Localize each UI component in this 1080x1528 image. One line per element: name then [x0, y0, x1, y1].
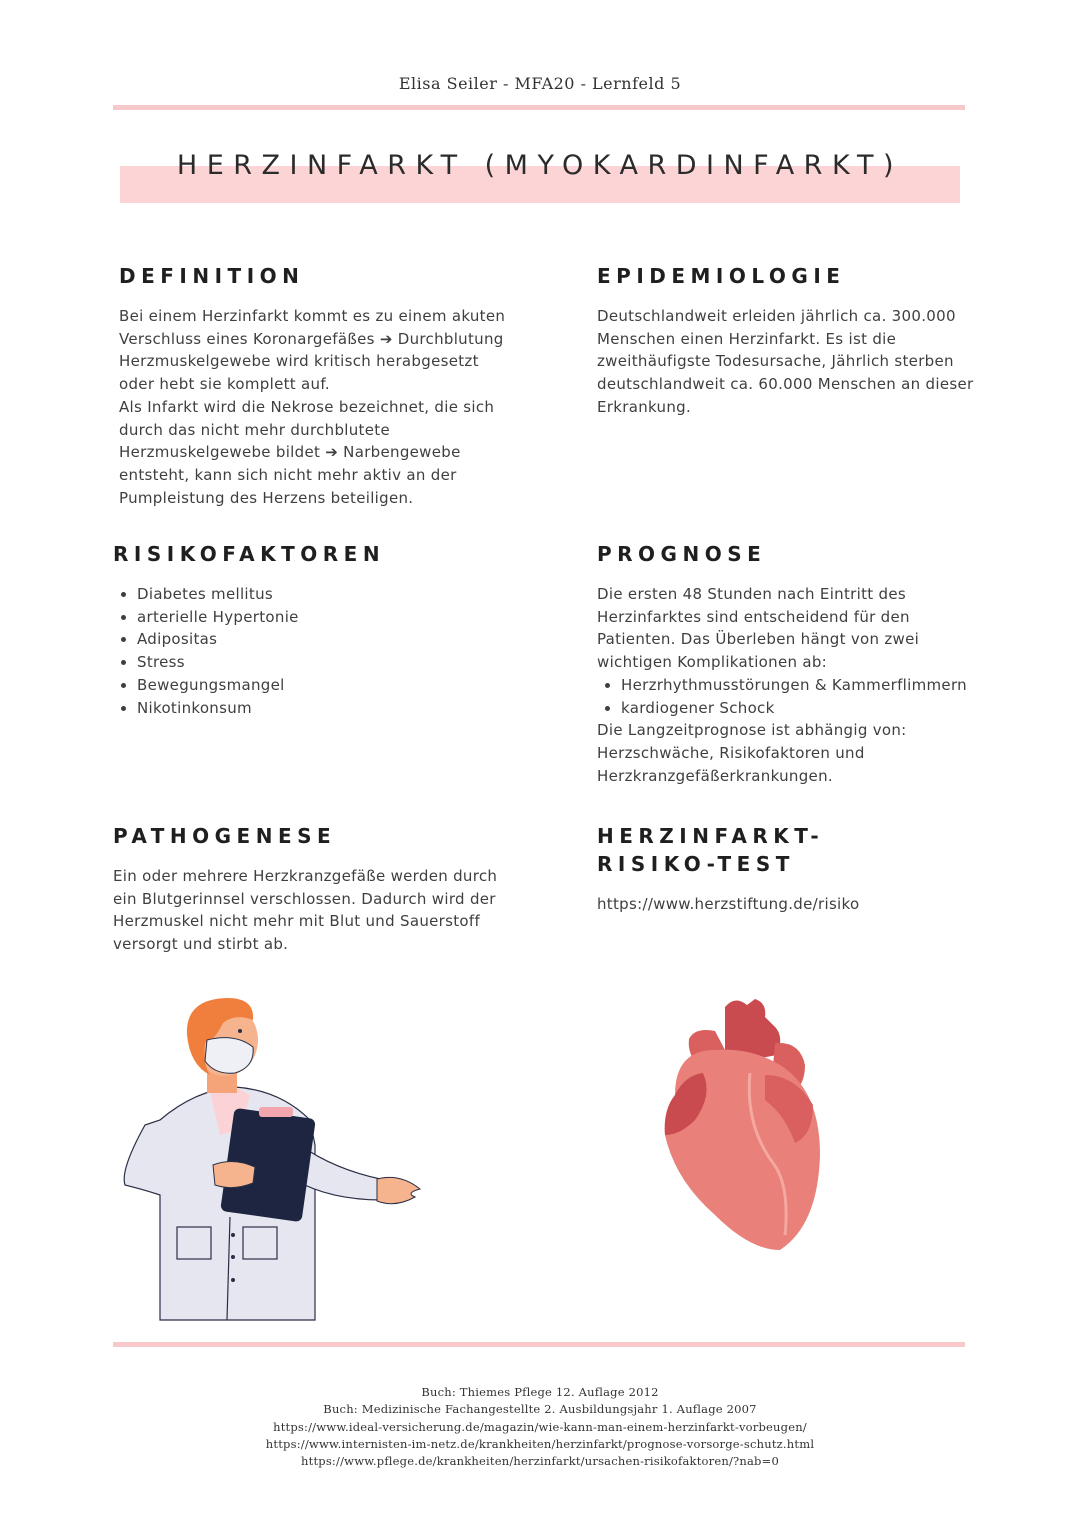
prognose-line: Herzinfarktes sind entscheidend für den: [597, 607, 910, 626]
source-link[interactable]: https://www.pflege.de/krankheiten/herzinfarkt/ursachen-risikofaktoren/?nab=0: [301, 1454, 779, 1469]
list-item: • arterielle Hypertonie: [137, 606, 553, 629]
prognose-line: Patienten. Das Überleben hängt von zwei: [597, 630, 920, 649]
pathogenese-line: versorgt und stirbt ab.: [113, 935, 289, 954]
source-line: Buch: Medizinische Fachangestellte 2. Ausbildungsjahr 1. Auflage 2007: [323, 1402, 757, 1417]
epidemiologie-line: Erkrankung.: [597, 397, 692, 416]
epidemiologie-line: deutschlandweit ca. 60.000 Menschen an dieser: [597, 375, 974, 394]
prognose-section: [597, 540, 1017, 787]
pathogenese-line: ein Blutgerinnsel verschlossen. Dadurch wird der: [113, 889, 496, 908]
prognose-line: Die Langzeitprognose ist abhängig von:: [597, 721, 907, 740]
definition-line: Pumpleistung des Herzens beteiligen.: [119, 488, 414, 507]
definition-line: Herzmuskelgewebe wird kritisch herabgesetzt: [119, 352, 479, 371]
prognose-line: Herzschwäche, Risikofaktoren und: [597, 743, 865, 762]
prognose-line: wichtigen Komplikationen ab:: [597, 653, 828, 672]
source-line: Buch: Thiemes Pflege 12. Auflage 2012: [421, 1385, 659, 1399]
risikotest-link[interactable]: https://www.herzstiftung.de/risiko: [597, 895, 860, 913]
doctor-illustration: [115, 995, 430, 1325]
prognose-line: Die ersten 48 Stunden nach Eintritt des: [597, 585, 906, 603]
definition-line: entsteht, kann sich nicht mehr aktiv an der: [119, 465, 457, 484]
definition-text: [119, 305, 559, 509]
prognose-heading: PROGNOSE: [597, 542, 767, 566]
pathogenese-line: Herzmuskel nicht mehr mit Blut und Sauerstoff: [113, 912, 481, 931]
list-item: • Stress: [137, 651, 553, 674]
list-item: • Herzrhythmusstörungen & Kammerflimmern: [621, 674, 1017, 697]
risikotest-heading-line: HERZINFARKT-: [597, 824, 825, 848]
page-header: Elisa Seiler - MFA20 - Lernfeld 5: [398, 74, 682, 93]
list-item: • Adipositas: [137, 628, 553, 651]
risikofaktoren-list: [113, 583, 553, 719]
epidemiologie-text: [597, 305, 1017, 419]
definition-line: Bei einem Herzinfarkt kommt es zu einem akuten: [119, 307, 506, 325]
header-divider: [113, 105, 965, 110]
definition-line: oder hebt sie komplett auf.: [119, 375, 330, 394]
definition-line: Herzmuskelgewebe bildet ➔ Narbengewebe: [119, 443, 461, 462]
risikofaktoren-section: [113, 540, 553, 719]
list-item: • Nikotinkonsum: [137, 697, 553, 720]
risikotest-heading-line: RISIKO-TEST: [597, 852, 795, 876]
prognose-line: Herzkranzgefäßerkrankungen.: [597, 766, 833, 785]
definition-line: Verschluss eines Koronargefäßes ➔ Durchblutung: [119, 329, 504, 348]
pathogenese-heading: PATHOGENESE: [113, 824, 337, 848]
footer-divider: [113, 1342, 965, 1347]
page-title: HERZINFARKT (MYOKARDINFARKT): [176, 150, 904, 181]
list-item: • kardiogener Schock: [621, 697, 1017, 720]
list-item: • Bewegungsmangel: [137, 674, 553, 697]
epidemiologie-section: [597, 262, 1017, 419]
prognose-list: [597, 674, 1017, 719]
definition-line: Als Infarkt wird die Nekrose bezeichnet, die sich: [119, 397, 495, 416]
heart-illustration: [655, 995, 830, 1255]
risikotest-heading: [597, 822, 1017, 878]
pathogenese-text: [113, 865, 553, 956]
epidemiologie-line: Menschen einen Herzinfarkt. Es ist die: [597, 329, 897, 348]
source-link[interactable]: https://www.internisten-im-netz.de/krankheiten/herzinfarkt/prognose-vorsorge-schutz.html: [265, 1436, 815, 1451]
list-item: • Diabetes mellitus: [137, 583, 553, 606]
pathogenese-section: [113, 822, 553, 956]
epidemiologie-line: zweithäufigste Todesursache, Jährlich sterben: [597, 352, 954, 371]
risikotest-section: [597, 822, 1017, 916]
prognose-text: [597, 583, 1017, 787]
definition-line: durch das nicht mehr durchblutete: [119, 420, 390, 439]
definition-heading: DEFINITION: [119, 264, 305, 288]
source-link[interactable]: https://www.ideal-versicherung.de/magazin/wie-kann-man-einem-herzinfarkt-vorbeugen/: [273, 1419, 807, 1434]
sources-footer: [0, 1384, 1080, 1470]
risikofaktoren-heading: RISIKOFAKTOREN: [113, 542, 386, 566]
definition-section: [119, 262, 559, 509]
epidemiologie-line: Deutschlandweit erleiden jährlich ca. 300.000: [597, 307, 956, 325]
epidemiologie-heading: EPIDEMIOLOGIE: [597, 264, 846, 288]
pathogenese-line: Ein oder mehrere Herzkranzgefäße werden durch: [113, 867, 498, 885]
